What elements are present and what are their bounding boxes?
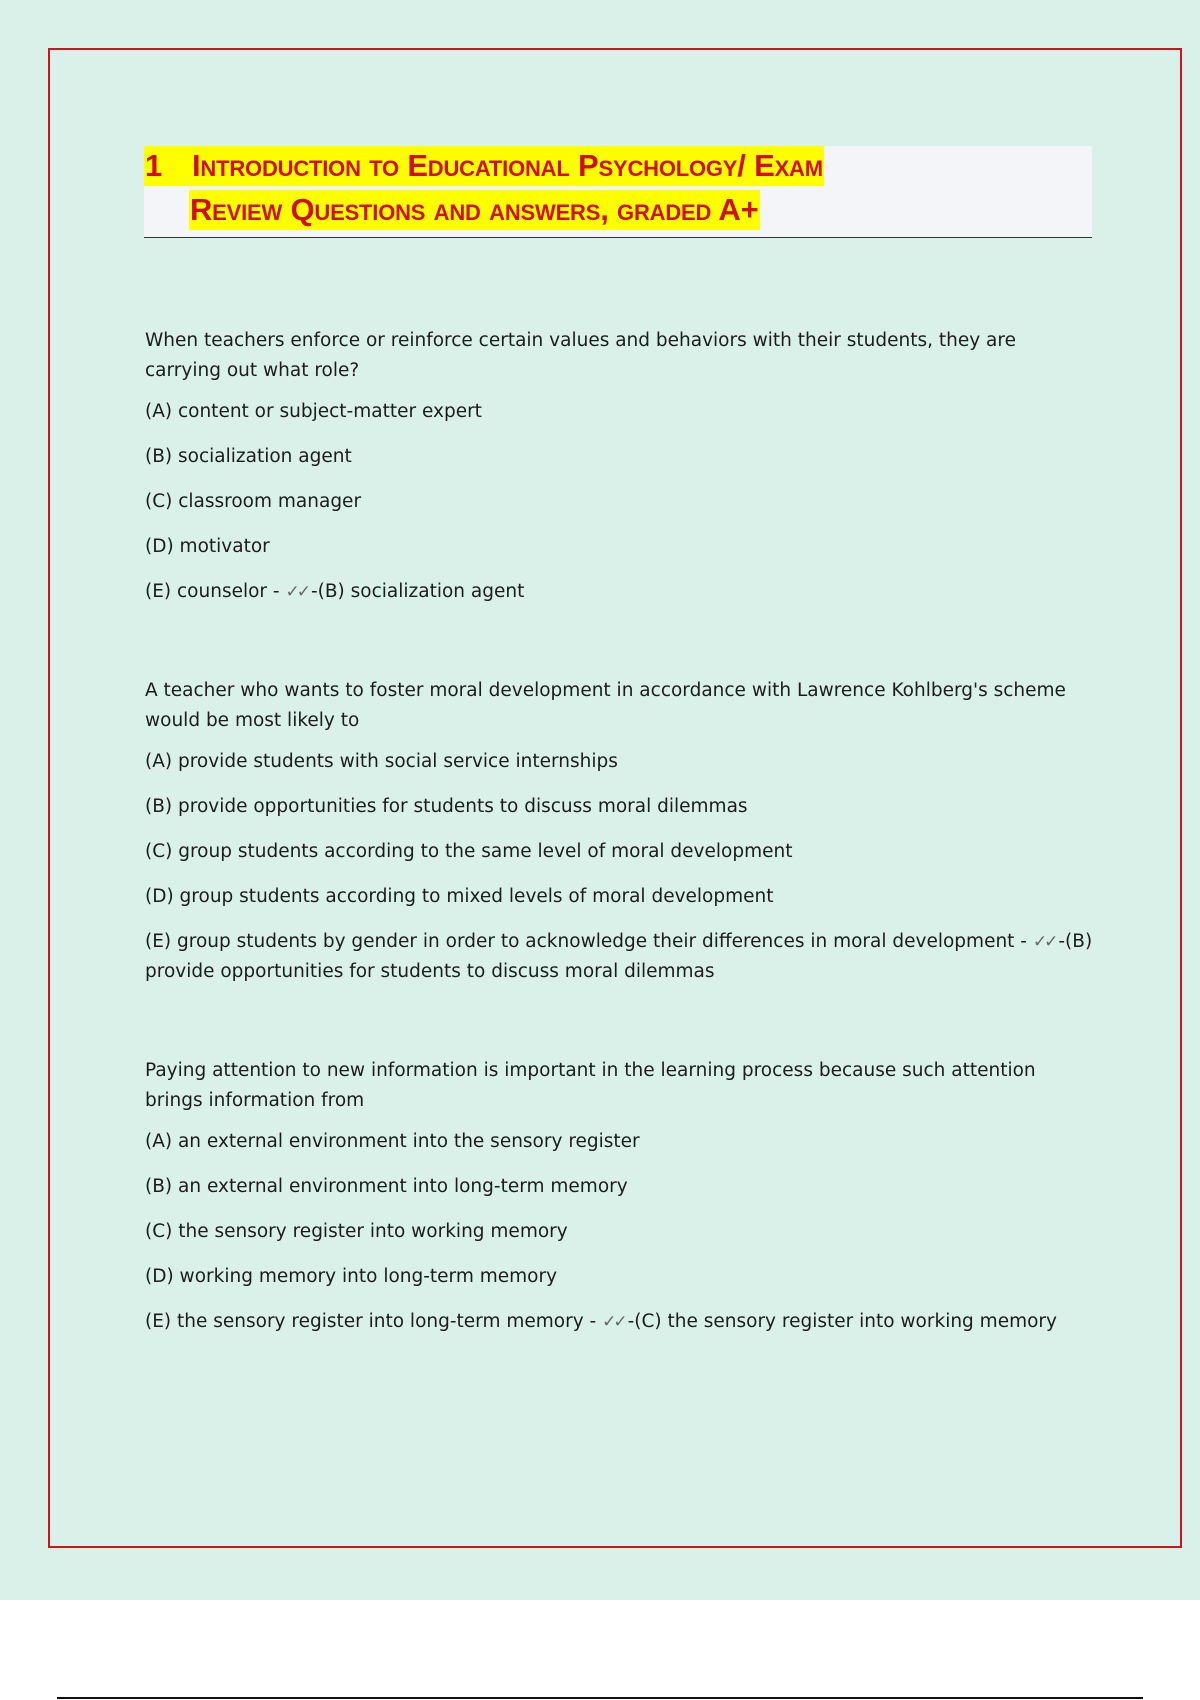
answer-option-e: (E) the sensory register into long-term memory - — [145, 1311, 603, 1332]
correct-answer: -(B) provide opportunities for students to discuss moral dilemmas — [145, 931, 1093, 982]
answer-option: (B) provide opportunities for students to discuss moral dilemmas — [145, 796, 748, 817]
answer-option: (C) the sensory register into working memory — [145, 1221, 568, 1242]
answer-option-with-key — [145, 1307, 1095, 1337]
title-text-line-1: Introduction to Educational Psychology/ Exam — [191, 146, 824, 186]
double-check-icon: ✓✓ — [285, 582, 308, 602]
answer-option-with-key — [145, 927, 1095, 987]
title-text-line-2: Review Questions and answers, graded A+ — [189, 190, 760, 230]
answer-option-with-key — [145, 577, 1095, 607]
double-check-icon: ✓✓ — [1032, 932, 1056, 952]
answer-option: (D) working memory into long-term memory — [145, 1266, 558, 1287]
double-check-icon: ✓✓ — [602, 1312, 625, 1332]
correct-answer: -(B) socialization agent — [310, 581, 525, 602]
question-block-1 — [145, 326, 1095, 607]
question-text: When teachers enforce or reinforce certain values and behaviors with their students, they are carrying out what role? — [145, 330, 1016, 381]
answer-option: (C) classroom manager — [145, 491, 362, 512]
question-text: A teacher who wants to foster moral development in accordance with Lawrence Kohlberg's scheme would be most likely to — [145, 680, 1066, 731]
footer-divider — [57, 1697, 1143, 1699]
answer-option: (D) motivator — [145, 536, 270, 557]
answer-option-e: (E) group students by gender in order to acknowledge their differences in moral development - — [145, 931, 1033, 952]
question-block-3 — [145, 1056, 1095, 1337]
correct-answer: -(C) the sensory register into working memory — [627, 1311, 1057, 1332]
answer-option: (B) an external environment into long-term memory — [145, 1176, 628, 1197]
question-block-2 — [145, 676, 1095, 987]
answer-option-e: (E) counselor - — [145, 581, 286, 602]
title-line-2 — [189, 190, 760, 230]
answer-option: (A) content or subject-matter expert — [145, 401, 482, 422]
answer-option: (A) an external environment into the sensory register — [145, 1131, 640, 1152]
title-number: 1 — [144, 146, 191, 186]
answer-option: (A) provide students with social service internships — [145, 751, 618, 772]
answer-option: (C) group students according to the same level of moral development — [145, 841, 793, 862]
answer-option: (D) group students according to mixed levels of moral development — [145, 886, 774, 907]
title-line-1 — [144, 146, 824, 186]
question-text: Paying attention to new information is important in the learning process because such attention brings information from — [145, 1060, 1036, 1111]
document-title — [144, 146, 1092, 238]
answer-option: (B) socialization agent — [145, 446, 352, 467]
